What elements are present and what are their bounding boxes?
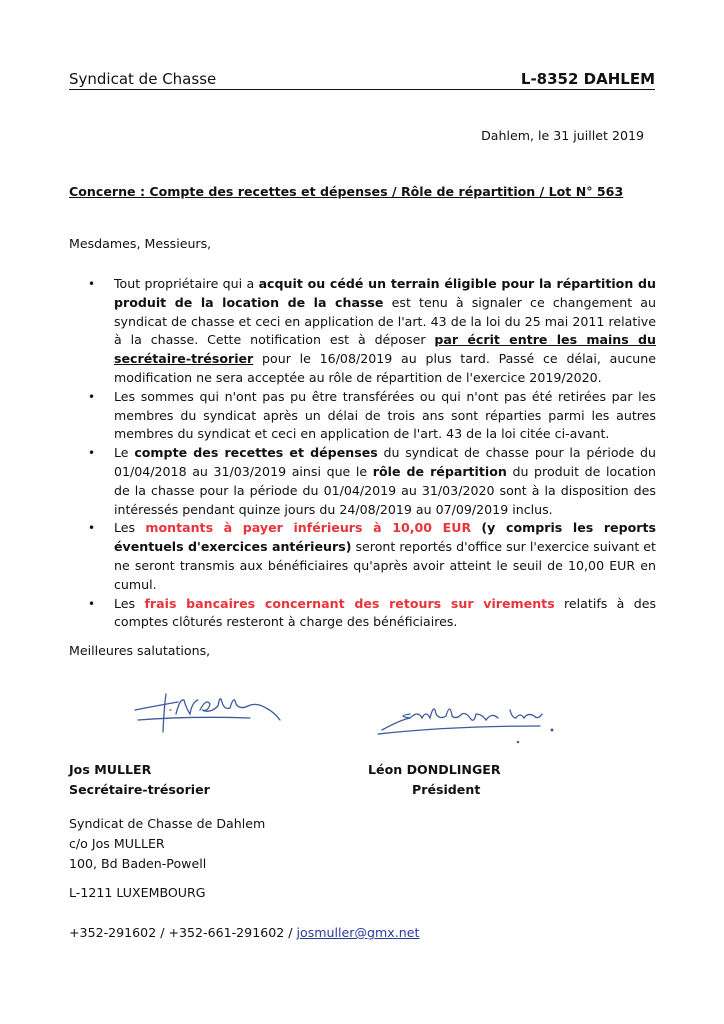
text-run: seront reportés d'office sur l'exercice suivant et ne seront transmis aux bénéficiaires qu'après avoir atteint le seuil de 10,00 EUR en cumul. [114,539,656,592]
header-organization [69,70,216,88]
text-run: du produit de location de la chasse pour la période du 01/04/2019 au 31/03/2020 sont à la disposition des intéressés pendant quinze jours du 24/08/2019 au 07/09/2019 inclus. [114,463,656,517]
highlighted-text: frais bancaires concernant des retours sur virements [144,595,555,611]
greeting: Mesdames, Messieurs, [69,236,212,251]
emphasized-text: compte des recettes et dépenses [134,445,378,461]
address-line: 100, Bd Baden-Powell [69,856,207,871]
bullet-icon: • [88,596,96,611]
bullet-icon: • [88,277,96,291]
text-run: est tenu à signaler ce changement au syndicat de chasse et ceci en application de l'art. 43 de la loi du 25 mai 2011 relative à la chasse. Cette notification est à déposer [114,294,656,348]
header-location: L-8352 DAHLEM [520,70,655,88]
notice-list [84,275,656,632]
text-run: Les sommes qui n'ont pas pu être transférées ou qui n'ont pas été retirées par les membres du syndicat après un délai de trois ans sont réparties parmi les autres membres du syndicat et ceci en application de l'art. 43 de la loi citée ci-avant. [114,388,656,442]
text-run [471,520,481,535]
text-run: du syndicat de chasse pour la période du 01/04/2018 au 31/03/2019 ainsi que le [114,445,657,479]
email-link[interactable]: josmuller@gmx.net [296,925,420,940]
signatory-secretary [69,760,210,800]
notice-item [84,275,656,388]
notice-item [84,519,656,594]
text-run: Tout propriétaire qui a [114,276,259,291]
text-run: Les [114,520,146,536]
closing: Meilleures salutations, [69,643,211,658]
phone-numbers: +352-291602 / +352-661-291602 / [69,925,297,940]
organization-name: Syndicat de Chasse [69,70,217,88]
emphasized-text: rôle de répartition [372,463,507,479]
emphasized-text: par écrit entre les mains du secrétaire-trésorier [114,332,656,367]
highlighted-text: montants à payer inférieurs à 10,00 EUR [145,520,472,536]
text-run: pour le 16/08/2019 au plus tard. Passé ce délai, aucune modification ne sera acceptée au rôle de répartition de l'exercice 2019/2020. [114,351,656,385]
signatory-role: Président [412,782,481,797]
bullet-icon: • [88,389,96,404]
signature-muller-icon [130,680,310,750]
notice-text [114,445,656,516]
notice-text [114,520,656,591]
bullet-icon: • [88,446,96,461]
contact-line [69,925,419,940]
emphasized-text: acquit ou cédé un terrain éligible pour la répartition du produit de la location de la chasse [114,276,656,310]
text-run: Les [114,595,145,611]
notice-item [84,595,656,633]
date-line: Dahlem, le 31 juillet 2019 [481,128,644,143]
signatory-name: Jos MULLER [69,762,152,777]
text-run: relatifs à des comptes clôturés resteront à charge des bénéficiaires. [114,595,657,630]
header-rule [69,89,655,90]
address-line: Syndicat de Chasse de Dahlem [69,816,266,831]
signatory-name: Léon DONDLINGER [368,762,501,777]
signature-dondlinger-icon [370,690,570,760]
text-run: Le [114,445,135,461]
notice-item [84,388,656,444]
bullet-icon: • [88,521,96,536]
postal-address [69,814,265,874]
notice-text [114,596,656,630]
address-city: L-1211 LUXEMBOURG [69,885,206,900]
signatory-role: Secrétaire-trésorier [69,782,210,797]
address-line: c/o Jos MULLER [69,836,165,851]
subject-line: Concerne : Compte des recettes et dépenses / Rôle de répartition / Lot N° 563 [69,184,624,199]
notice-text [114,389,656,442]
signatory-president [368,760,501,800]
notice-item [84,444,656,519]
emphasized-text: (y compris les reports éventuels d'exercices antérieurs) [114,520,656,555]
notice-text [114,276,656,385]
